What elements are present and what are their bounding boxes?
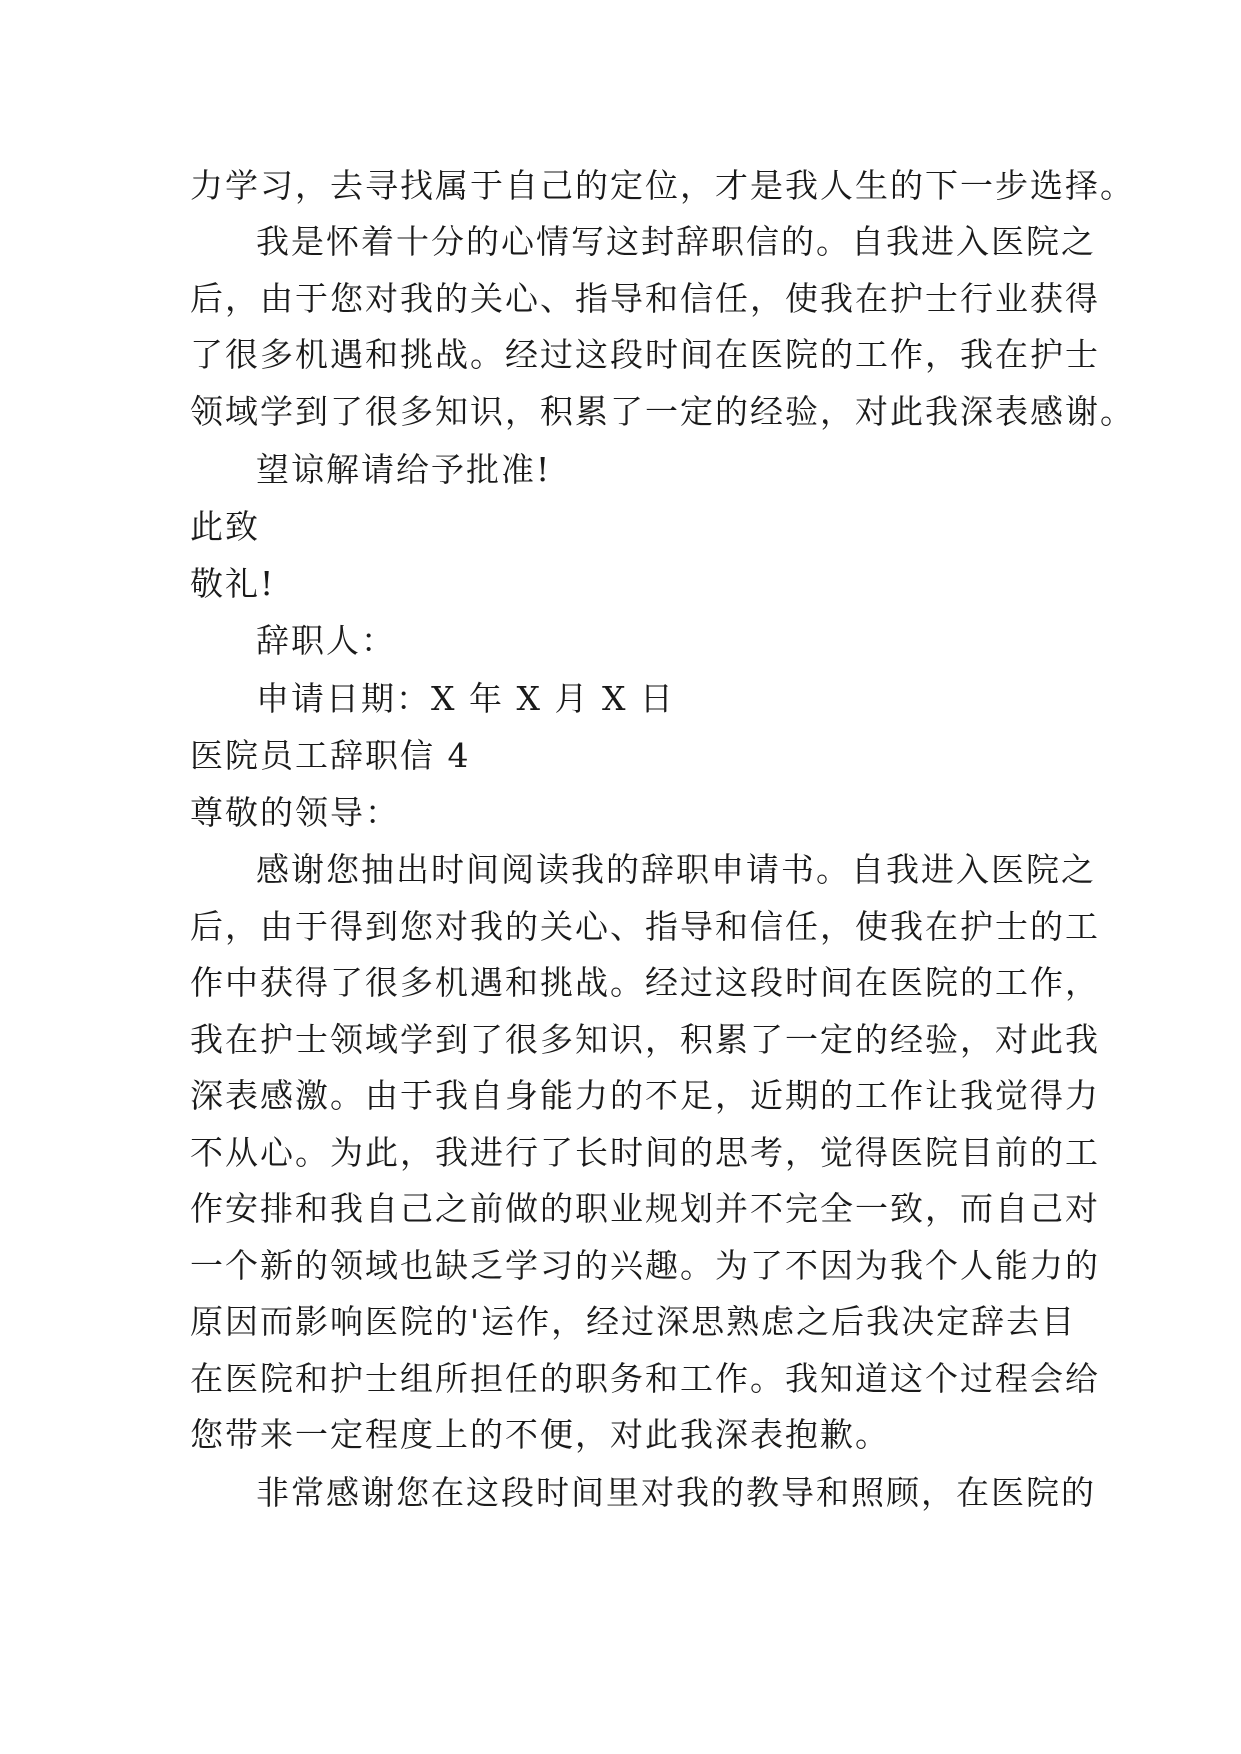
text-line: 深表感激。由于我自身能力的不足，近期的工作让我觉得力 — [190, 1076, 1100, 1115]
text-line: 力学习，去寻找属于自己的定位，才是我人生的下一步选择。 — [190, 166, 1135, 205]
text-line: 在医院和护士组所担任的职务和工作。我知道这个过程会给 — [190, 1359, 1100, 1398]
paragraph-start: 感谢您抽出时间阅读我的辞职申请书。自我进入医院之 — [256, 850, 1096, 889]
text-line: 后，由于您对我的关心、指导和信任，使我在护士行业获得 — [190, 279, 1100, 318]
text-line: 后，由于得到您对我的关心、指导和信任，使我在护士的工 — [190, 907, 1100, 946]
date-line: 申请日期：X 年 X 月 X 日 — [256, 679, 675, 718]
text-line: 领域学到了很多知识，积累了一定的经验，对此我深表感谢。 — [190, 392, 1135, 431]
text-line: 了很多机遇和挑战。经过这段时间在医院的工作，我在护士 — [190, 335, 1100, 374]
text-line: 原因而影响医院的'运作，经过深思熟虑之后我决定辞去目 — [190, 1302, 1077, 1341]
text-line: 作中获得了很多机遇和挑战。经过这段时间在医院的工作， — [190, 963, 1100, 1002]
text-line: 作安排和我自己之前做的职业规划并不完全一致，而自己对 — [190, 1189, 1100, 1228]
closing-jing-li: 敬礼! — [190, 564, 276, 603]
salutation: 尊敬的领导： — [190, 793, 400, 832]
text-line: 我在护士领域学到了很多知识，积累了一定的经验，对此我 — [190, 1020, 1100, 1059]
text-line: 不从心。为此，我进行了长时间的思考，觉得医院目前的工 — [190, 1133, 1100, 1172]
paragraph-start: 我是怀着十分的心情写这封辞职信的。自我进入医院之 — [256, 222, 1096, 261]
section-title: 医院员工辞职信 4 — [190, 736, 471, 775]
closing-ci-zhi: 此致 — [190, 507, 260, 546]
text-line: 您带来一定程度上的不便，对此我深表抱歉。 — [190, 1415, 890, 1454]
text-line: 一个新的领域也缺乏学习的兴趣。为了不因为我个人能力的 — [190, 1246, 1100, 1285]
signature-line: 辞职人： — [256, 621, 396, 660]
approval-request: 望谅解请给予批准! — [256, 450, 552, 489]
paragraph-start: 非常感谢您在这段时间里对我的教导和照顾，在医院的 — [256, 1473, 1096, 1512]
